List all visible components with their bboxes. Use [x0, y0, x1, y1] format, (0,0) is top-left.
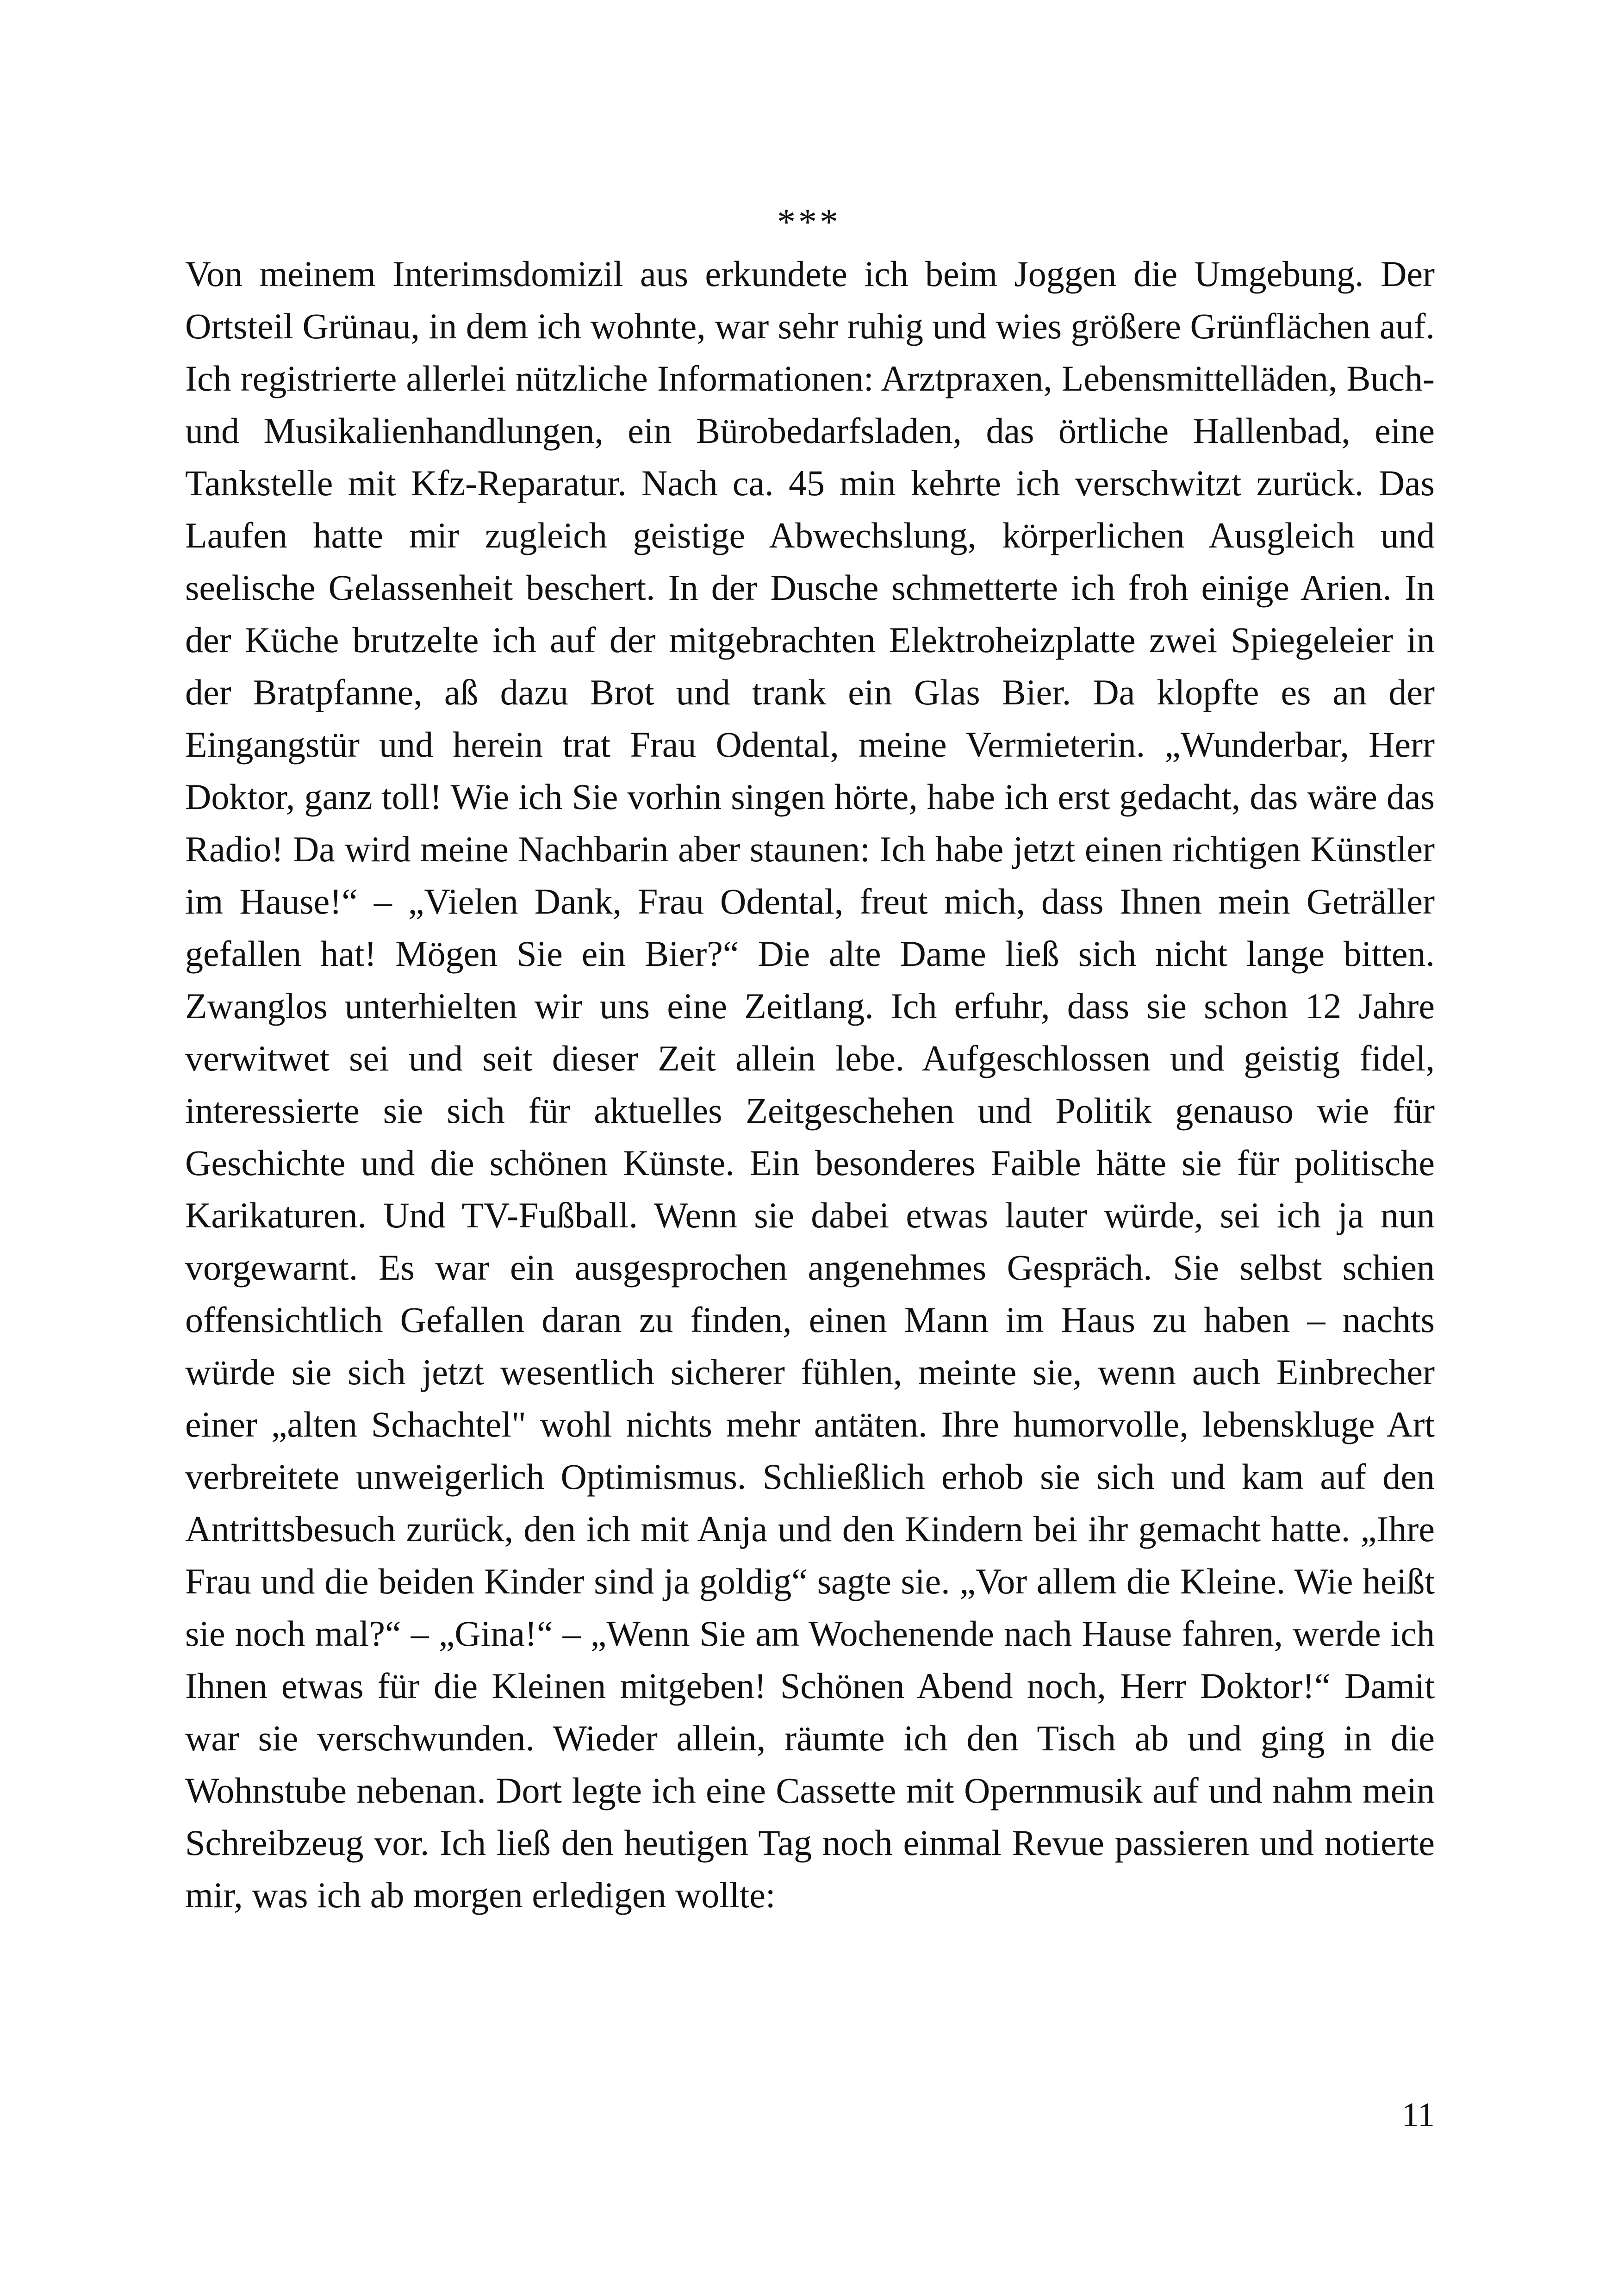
body-paragraph: Von meinem Interimsdomizil aus erkundete ich beim Joggen die Umgebung. Der Ortsteil Grünau, in dem ich wohnte, war sehr ruhig und wies größere Grünflächen auf. Ich registrierte allerlei nützliche Informationen: Arztpraxen, Lebensmittelläden, Buch- und Musikalienhandlungen, ein Bürobedarfsladen, das örtliche Hallenbad, eine Tankstelle mit Kfz-Reparatur. Nach ca. 45 min kehrte ich verschwitzt zurück. Das Laufen hatte mir zugleich geistige Abwechslung, körperlichen Ausgleich und seelische Gelassenheit beschert. In der Dusche schmetterte ich froh einige Arien. In der Küche brutzelte ich auf der mitgebrachten Elektroheizplatte zwei Spiegeleier in der Bratpfanne, aß dazu Brot und trank ein Glas Bier. Da klopfte es an der Eingangstür und herein trat Frau Odental, meine Vermieterin. „Wunderbar, Herr Doktor, ganz toll! Wie ich Sie vorhin singen hörte, habe ich erst gedacht, das wäre das Radio! Da wird meine Nachbarin aber staunen: Ich habe jetzt einen richtigen Künstler im Hause!“ – „Vielen Dank, Frau Odental, freut mich, dass Ihnen mein Geträller gefallen hat! Mögen Sie ein Bier?“ Die alte Dame ließ sich nicht lange bitten. Zwanglos unterhielten wir uns eine Zeitlang. Ich erfuhr, dass sie schon 12 Jahre verwitwet sei und seit dieser Zeit allein lebe. Aufgeschlossen und geistig fidel, interessierte sie sich für aktuelles Zeitgeschehen und Politik genauso wie für Geschichte und die schönen Künste. Ein besonderes Faible hätte sie für politische Karikaturen. Und TV-Fußball. Wenn sie dabei etwas lauter würde, sei ich ja nun vorgewarnt. Es war ein ausgesprochen angenehmes Gespräch. Sie selbst schien offensichtlich Gefallen daran zu finden, einen Mann im Haus zu haben – nachts würde sie sich jetzt wesentlich sicherer fühlen, meinte sie, wenn auch Einbrecher einer „alten Schachtel" wohl nichts mehr antäten. Ihre humorvolle, lebenskluge Art verbreitete unweigerlich Optimismus. Schließlich erhob sie sich und kam auf den Antrittsbesuch zurück, den ich mit Anja und den Kindern bei ihr gemacht hatte. „Ihre Frau und die beiden Kinder sind ja goldig“ sagte sie. „Vor allem die Kleine. Wie heißt sie noch mal?“ – „Gina!“ – „Wenn Sie am Wochenende nach Hause fahren, werde ich Ihnen etwas für die Kleinen mitgeben! Schönen Abend noch, Herr Doktor!“ Damit war sie verschwunden. Wieder allein, räumte ich den Tisch ab und ging in die Wohnstube nebenan. Dort legte ich eine Cassette mit Opernmusik auf und nahm mein Schreibzeug vor. Ich ließ den heutigen Tag noch einmal Revue passieren und notierte mir, was ich ab morgen erledigen wollte:	[185, 254, 1435, 1915]
section-separator: ***	[777, 202, 841, 243]
page-number: 11	[1401, 2096, 1435, 2134]
